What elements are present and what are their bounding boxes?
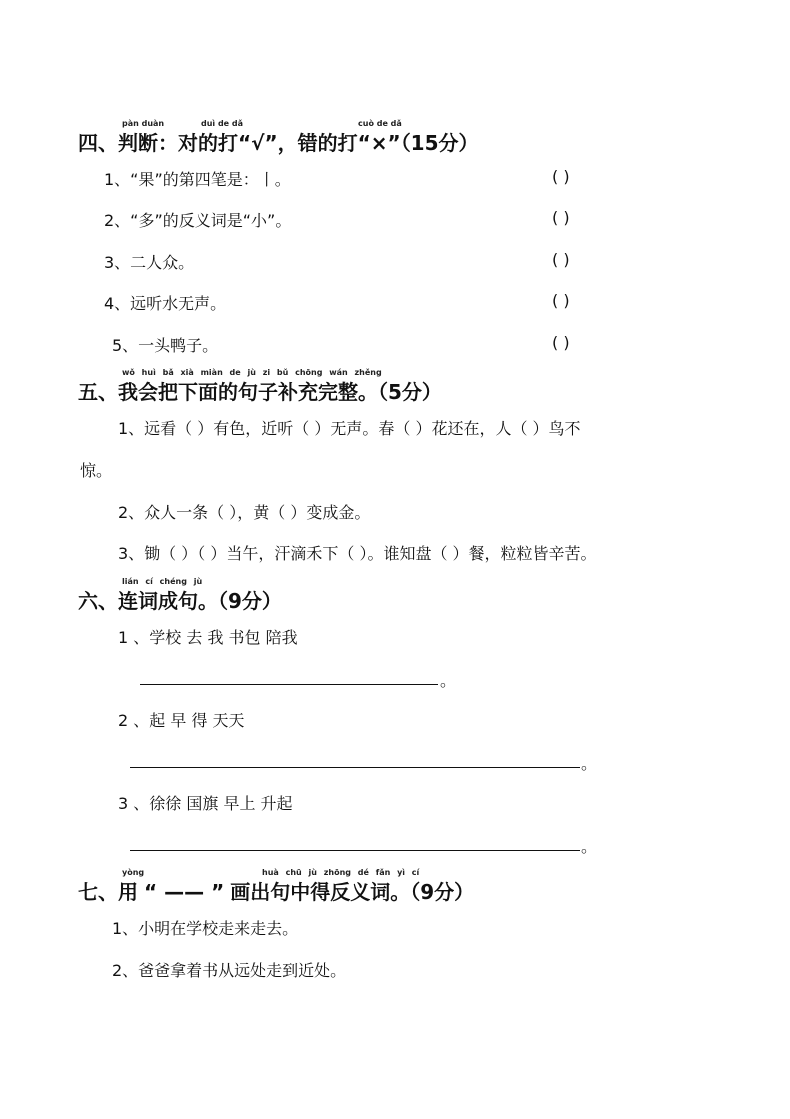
pinyin-make-sentence: lián cí chéng jù [122,577,203,586]
section-4-word-wrong: 错的打 [297,131,358,155]
pinyin-wrong-mark: cuò de dǎ [358,119,402,128]
answer-paren-4-2[interactable]: ( ) [552,208,570,227]
answer-paren-4-1[interactable]: ( ) [552,167,570,186]
word-group-6-2: 2 、起 早 得 天天 [118,711,245,730]
section-7-word-use: 用 [118,880,138,904]
question-4-2: 2、“多”的反义词是“小”。 [104,211,292,230]
answer-end-6-3: 。 [581,837,598,856]
fill-blank-5-1-continued: 惊。 [80,461,113,480]
section-5-number: 五、 [78,380,118,404]
question-4-4: 4、远听水无声。 [104,294,227,313]
pinyin-judge: pàn duàn [122,119,165,128]
question-4-3: 3、二人众。 [104,253,195,272]
answer-end-6-1: 。 [440,671,457,690]
sentence-7-1: 1、小明在学校走来走去。 [112,919,299,938]
pinyin-correct-mark: duì de dǎ [201,119,244,128]
section-4-check-symbol: “√”， [238,131,298,155]
section-7-title: 画出句中得反义词 [230,880,391,904]
section-7-number: 七、 [78,880,118,904]
section-4-word-judge: 判断 [118,131,158,155]
answer-paren-4-3[interactable]: ( ) [552,250,570,269]
section-6-number: 六、 [78,589,118,613]
section-5-score: 。（5分） [358,380,442,404]
section-6-title: 连词成句 [118,589,198,613]
section-6-heading [78,585,282,614]
answer-line-6-2[interactable] [130,767,580,768]
answer-line-6-3[interactable] [130,850,580,851]
pinyin-underline-antonyms: huà chū jù zhōng dé fǎn yì cí [262,868,420,877]
section-5-title: 我会把下面的句子补充完整 [118,380,358,404]
section-5-heading [78,376,442,405]
section-7-heading [78,876,474,905]
word-group-6-3: 3 、徐徐 国旗 早上 升起 [118,794,293,813]
section-4-cross-symbol: “×”（15分） [357,131,479,155]
question-4-5: 5、一头鸭子。 [112,336,219,355]
section-4-number: 四、 [78,131,118,155]
answer-paren-4-5[interactable]: ( ) [552,333,570,352]
section-6-score: 。（9分） [198,589,282,613]
fill-blank-5-2: 2、众人一条（ ），黄（ ）变成金。 [118,503,371,522]
section-7-score: 。（9分） [390,880,475,904]
pinyin-use: yòng [122,868,145,877]
sentence-7-2: 2、爸爸拿着书从远处走到近处。 [112,961,347,980]
pinyin-complete-sentence: wǒ huì bǎ xià miàn de jù zi bǔ chōng wán zhěng [122,368,382,377]
word-group-6-1: 1 、学校 去 我 书包 陪我 [118,628,298,647]
answer-end-6-2: 。 [581,754,598,773]
section-4-word-correct: 对的打 [178,131,238,155]
question-4-1: 1、“果”的第四笔是：丨。 [104,170,291,189]
answer-paren-4-4[interactable]: ( ) [552,291,570,310]
fill-blank-5-1: 1、远看（ ）有色，近听（ ）无声。春（ ）花还在，人（ ）鸟不 [118,419,581,438]
section-4-colon: ： [158,131,178,155]
answer-line-6-1[interactable] [140,684,438,685]
section-4-heading [78,127,479,156]
fill-blank-5-3: 3、锄（ ）（ ）当午，汗滴禾下（ ）。谁知盘（ ）餐，粒粒皆辛苦。 [118,544,597,563]
section-7-dash-symbol: “ —— ” [144,880,225,904]
